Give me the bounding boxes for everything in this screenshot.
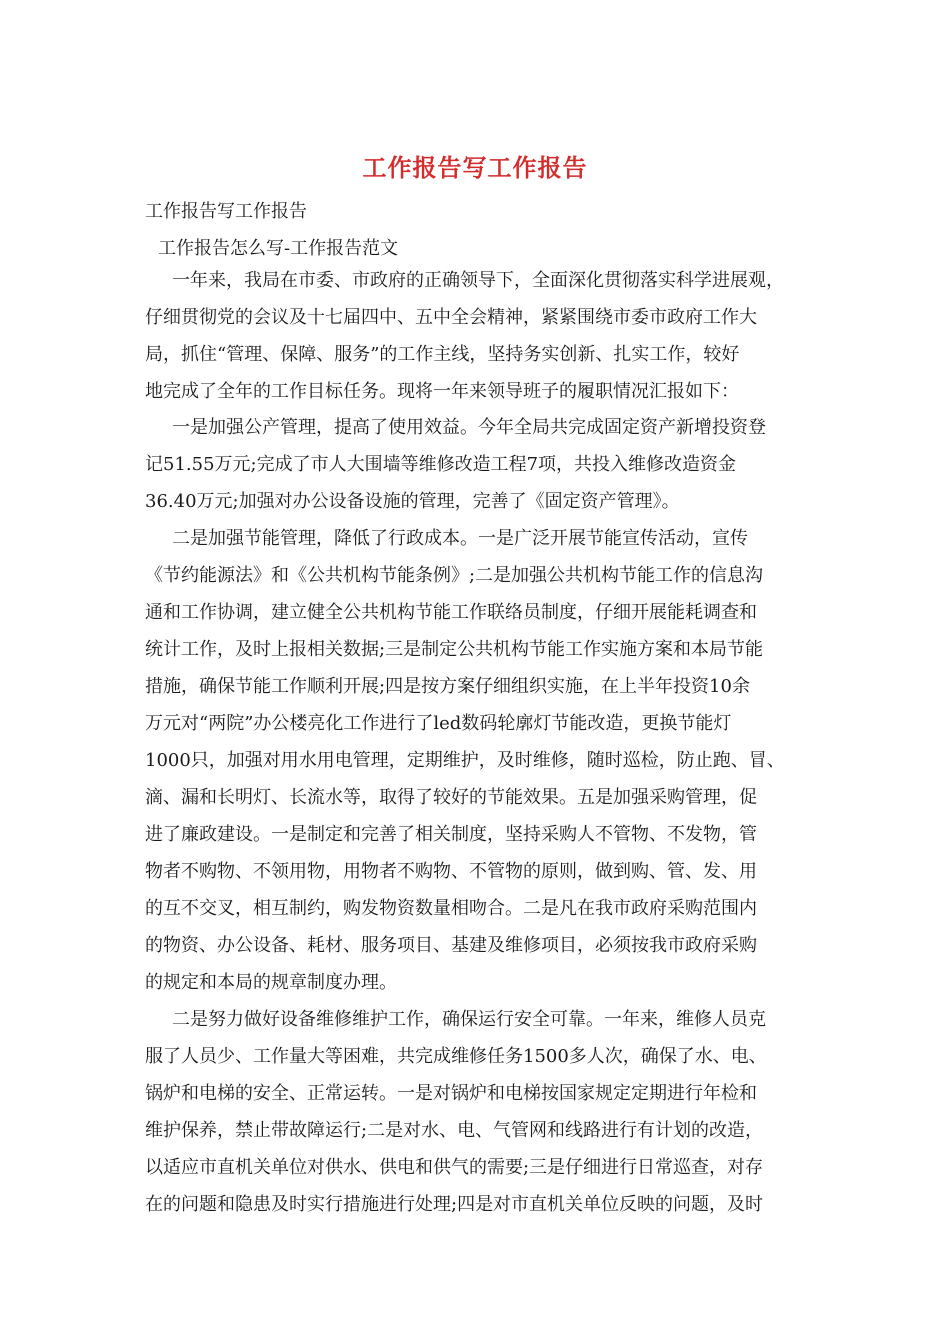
paragraph-line: 36.40万元;加强对办公设备设施的管理，完善了《固定资产管理》。 — [145, 491, 680, 512]
paragraph-line: 1000只，加强对用水用电管理，定期维护，及时维修，随时巡检，防止跑、冒、 — [145, 750, 785, 771]
document-subheading: 工作报告怎么写-工作报告范文 — [158, 238, 399, 259]
paragraph-line: 在的问题和隐患及时实行措施进行处理;四是对市直机关单位反映的问题，及时 — [145, 1194, 764, 1215]
paragraph-line: 进了廉政建设。一是制定和完善了相关制度，坚持采购人不管物、不发物，管 — [145, 824, 757, 845]
paragraph-line: 措施，确保节能工作顺利开展;四是按方案仔细组织实施，在上半年投资10余 — [145, 676, 750, 697]
paragraph-line: 以适应市直机关单位对供水、供电和供气的需要;三是仔细进行日常巡查，对存 — [145, 1157, 764, 1178]
paragraph-line: 地完成了全年的工作目标任务。现将一年来领导班子的履职情况汇报如下： — [145, 381, 739, 402]
paragraph-line: 二是加强节能管理，降低了行政成本。一是广泛开展节能宣传活动，宣传 — [172, 528, 748, 549]
paragraph-line: 万元对“两院”办公楼亮化工作进行了led数码轮廓灯节能改造，更换节能灯 — [145, 713, 732, 734]
paragraph-line: 统计工作，及时上报相关数据;三是制定公共机构节能工作实施方案和本局节能 — [145, 639, 764, 660]
paragraph-line: 一是加强公产管理，提高了使用效益。今年全局共完成固定资产新增投资登 — [172, 417, 766, 438]
paragraph-line: 一年来，我局在市委、市政府的正确领导下，全面深化贯彻落实科学进展观， — [172, 270, 784, 291]
paragraph-line: 《节约能源法》和《公共机构节能条例》;二是加强公共机构节能工作的信息沟 — [145, 565, 764, 586]
paragraph-line: 维护保养，禁止带故障运行;二是对水、电、气管网和线路进行有计划的改造， — [145, 1120, 764, 1141]
paragraph-line: 二是努力做好设备维修维护工作，确保运行安全可靠。一年来，维修人员克 — [172, 1009, 766, 1030]
document-subtitle: 工作报告写工作报告 — [145, 201, 307, 222]
paragraph-line: 服了人员少、工作量大等困难，共完成维修任务1500多人次，确保了水、电、 — [145, 1046, 767, 1067]
paragraph-line: 记51.55万元;完成了市人大围墙等维修改造工程7项，共投入维修改造资金 — [145, 454, 737, 475]
paragraph-line: 的互不交叉，相互制约，购发物资数量相吻合。二是凡在我市政府采购范围内 — [145, 898, 757, 919]
paragraph-line: 仔细贯彻党的会议及十七届四中、五中全会精神，紧紧围绕市委市政府工作大 — [145, 307, 757, 328]
paragraph-line: 锅炉和电梯的安全、正常运转。一是对锅炉和电梯按国家规定定期进行年检和 — [145, 1083, 757, 1104]
paragraph-line: 的物资、办公设备、耗材、服务项目、基建及维修项目，必须按我市政府采购 — [145, 935, 757, 956]
paragraph-line: 物者不购物、不领用物，用物者不购物、不管物的原则，做到购、管、发、用 — [145, 861, 757, 882]
document-title: 工作报告写工作报告 — [362, 153, 588, 182]
paragraph-line: 的规定和本局的规章制度办理。 — [145, 972, 397, 993]
paragraph-line: 通和工作协调，建立健全公共机构节能工作联络员制度，仔细开展能耗调查和 — [145, 602, 757, 623]
paragraph-line: 滴、漏和长明灯、长流水等，取得了较好的节能效果。五是加强采购管理，促 — [145, 787, 757, 808]
paragraph-line: 局，抓住“管理、保障、服务”的工作主线，坚持务实创新、扎实工作，较好 — [145, 344, 740, 365]
